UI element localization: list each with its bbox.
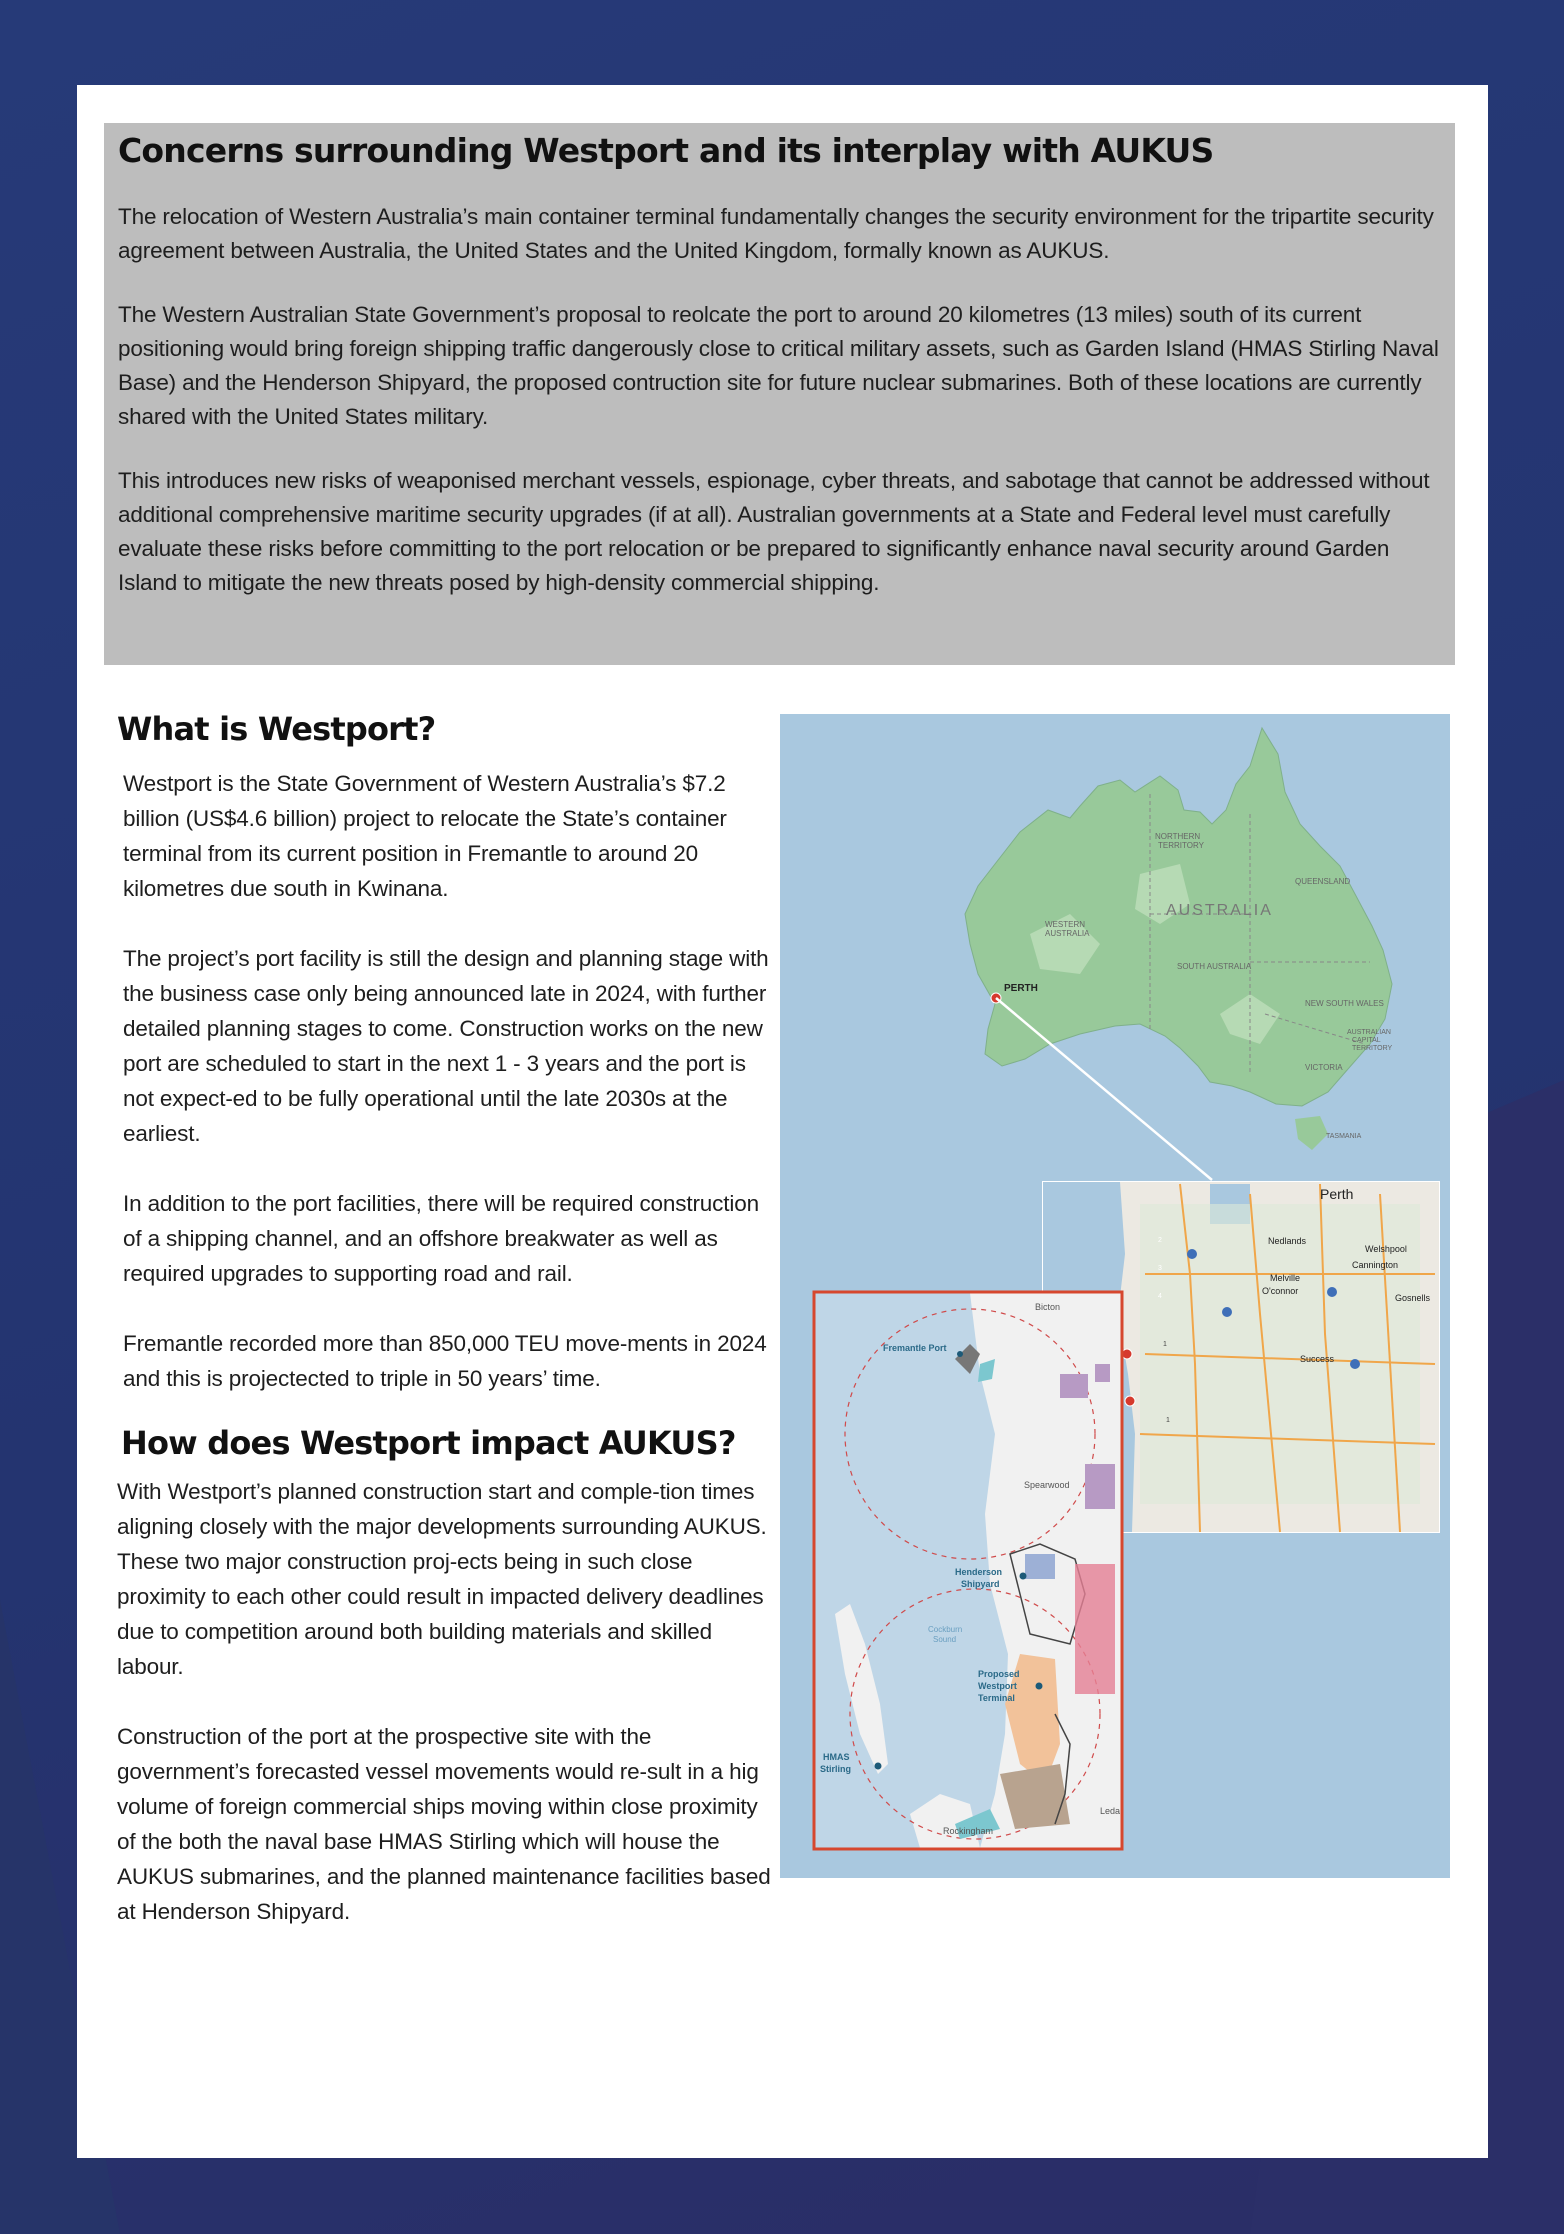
label-rockingham: Rockingham bbox=[943, 1826, 994, 1836]
henderson-point bbox=[1020, 1573, 1027, 1580]
road-shield bbox=[1327, 1287, 1337, 1297]
label-australia: AUSTRALIA bbox=[1166, 902, 1273, 919]
road-shield bbox=[1350, 1359, 1360, 1369]
label-henderson-1: Henderson bbox=[955, 1567, 1003, 1577]
label-welshpool: Welshpool bbox=[1365, 1244, 1407, 1254]
label-oconnor: O'connor bbox=[1262, 1286, 1299, 1296]
label-westport-1: Proposed bbox=[978, 1669, 1020, 1679]
stirling-point bbox=[875, 1763, 882, 1770]
label-spearwood: Spearwood bbox=[1024, 1480, 1070, 1490]
label-gosnells: Gosnells bbox=[1395, 1293, 1431, 1303]
concerns-paragraph: The Western Australian State Government’s proposal to reolcate the port to around 20 kilometres (13 miles) south of its current positioning would bring foreign shipping traffic dangerously close to critical military assets, such as Garden Island (HMAS Stirling Naval Base) and the Henderson Shipyard, the proposed contruction site for future nuclear submarines. Both of these locations are currently shared with the United States military. bbox=[118, 302, 1439, 429]
label-qld: QUEENSLAND bbox=[1295, 877, 1351, 886]
label-nt-1: NORTHERN bbox=[1155, 832, 1201, 841]
westport-detail-inset bbox=[813, 1291, 1123, 1850]
road-label: 3 bbox=[1158, 1265, 1162, 1272]
left-column bbox=[117, 710, 777, 1929]
impact-heading: How does Westport impact AUKUS? bbox=[121, 1424, 736, 1462]
road-label: 1 bbox=[1163, 1341, 1167, 1348]
label-success: Success bbox=[1300, 1354, 1335, 1364]
label-sa: SOUTH AUSTRALIA bbox=[1177, 962, 1252, 971]
label-westport-3: Terminal bbox=[978, 1693, 1015, 1703]
label-nsw: NEW SOUTH WALES bbox=[1305, 999, 1384, 1008]
westport-heading: What is Westport? bbox=[117, 710, 436, 748]
label-westport-2: Westport bbox=[978, 1681, 1017, 1691]
label-cockburn-1: Cockburn bbox=[928, 1625, 963, 1634]
label-metro-perth: Perth bbox=[1320, 1186, 1354, 1202]
road-label: 2 bbox=[1158, 1237, 1162, 1244]
label-cannington: Cannington bbox=[1352, 1260, 1399, 1270]
label-melville: Melville bbox=[1270, 1273, 1301, 1283]
concerns-paragraph: The relocation of Western Australia’s main container terminal fundamentally changes the security environment for the tripartite security agreement between Australia, the United States and the United Kingdom, formally known as AUKUS. bbox=[118, 204, 1434, 263]
label-cockburn-2: Sound bbox=[933, 1635, 957, 1644]
label-tas: TASMANIA bbox=[1326, 1133, 1362, 1140]
concerns-box bbox=[104, 123, 1455, 665]
westport-location-map bbox=[780, 714, 1450, 1878]
label-bicton: Bicton bbox=[1035, 1302, 1061, 1312]
content-page bbox=[77, 85, 1488, 2158]
concerns-paragraph: This introduces new risks of weaponised merchant vessels, espionage, cyber threats, and sabotage that cannot be addressed without additional comprehensive maritime security upgrades (if at all). Australian governments at a State and Federal level must carefully evaluate these risks before committing to the port relocation or be prepared to significantly enhance naval security around Garden Island to mitigate the new threats posed by high-density commercial shipping. bbox=[118, 468, 1430, 595]
westport-paragraph: The project’s port facility is still the design and planning stage with the business case only being announced late in 2024, with further detailed planning stages to come. Construction works on the new port are scheduled to start in the next 1 - 3 years and the port is not expect-ed to be fully operational until the late 2030s at the earliest. bbox=[123, 946, 769, 1146]
label-vic: VICTORIA bbox=[1305, 1063, 1343, 1072]
label-act-1: AUSTRALIAN bbox=[1347, 1029, 1391, 1036]
westport-paragraph: Fremantle recorded more than 850,000 TEU move-ments in 2024 and this is projectected to triple in 50 years’ time. bbox=[123, 1331, 767, 1391]
westport-marker bbox=[1125, 1396, 1135, 1406]
impact-paragraph: Construction of the port at the prospective site with the government’s forecasted vessel movements would re-sult in a hig volume of foreign commercial ships moving within close proximity of the both the naval base HMAS Stirling which will house the AUKUS submarines, and the planned maintenance facilities based at Henderson Shipyard. bbox=[117, 1724, 771, 1924]
label-fremantle-port: Fremantle Port bbox=[883, 1343, 947, 1353]
impact-paragraph: With Westport’s planned construction start and comple-tion times aligning closely with the major developments surrounding AUKUS. These two major construction proj-ects being in such close proximity to each other could result in impacted delivery deadlines due to competition around both building materials and skilled labour. bbox=[117, 1479, 767, 1679]
label-wa-1: WESTERN bbox=[1045, 920, 1085, 929]
label-stirling-2: Stirling bbox=[820, 1764, 851, 1774]
label-leda: Leda bbox=[1100, 1806, 1121, 1816]
label-nt-2: TERRITORY bbox=[1158, 841, 1204, 850]
road-shield bbox=[1222, 1307, 1232, 1317]
westport-paragraph: In addition to the port facilities, there will be required construction of a shipping channel, and an offshore breakwater as well as required upgrades to supporting road and rail. bbox=[123, 1191, 759, 1286]
road-label: 4 bbox=[1158, 1293, 1162, 1300]
label-stirling-1: HMAS bbox=[823, 1752, 850, 1762]
road-label: 1 bbox=[1166, 1417, 1170, 1424]
road-shield bbox=[1187, 1249, 1197, 1259]
label-act-3: TERRITORY bbox=[1352, 1045, 1393, 1052]
concerns-title: Concerns surrounding Westport and its interplay with AUKUS bbox=[118, 131, 1214, 170]
label-wa-2: AUSTRALIA bbox=[1045, 929, 1090, 938]
label-nedlands: Nedlands bbox=[1268, 1236, 1307, 1246]
label-act-2: CAPITAL bbox=[1352, 1037, 1381, 1044]
westport-paragraph: Westport is the State Government of Western Australia’s $7.2 billion (US$4.6 billion) project to relocate the State’s container terminal from its current position in Fremantle to around 20 kilometres due south in Kwinana. bbox=[123, 771, 727, 901]
label-henderson-2: Shipyard bbox=[961, 1579, 1000, 1589]
label-perth: PERTH bbox=[1004, 983, 1038, 994]
westport-point bbox=[1036, 1683, 1043, 1690]
